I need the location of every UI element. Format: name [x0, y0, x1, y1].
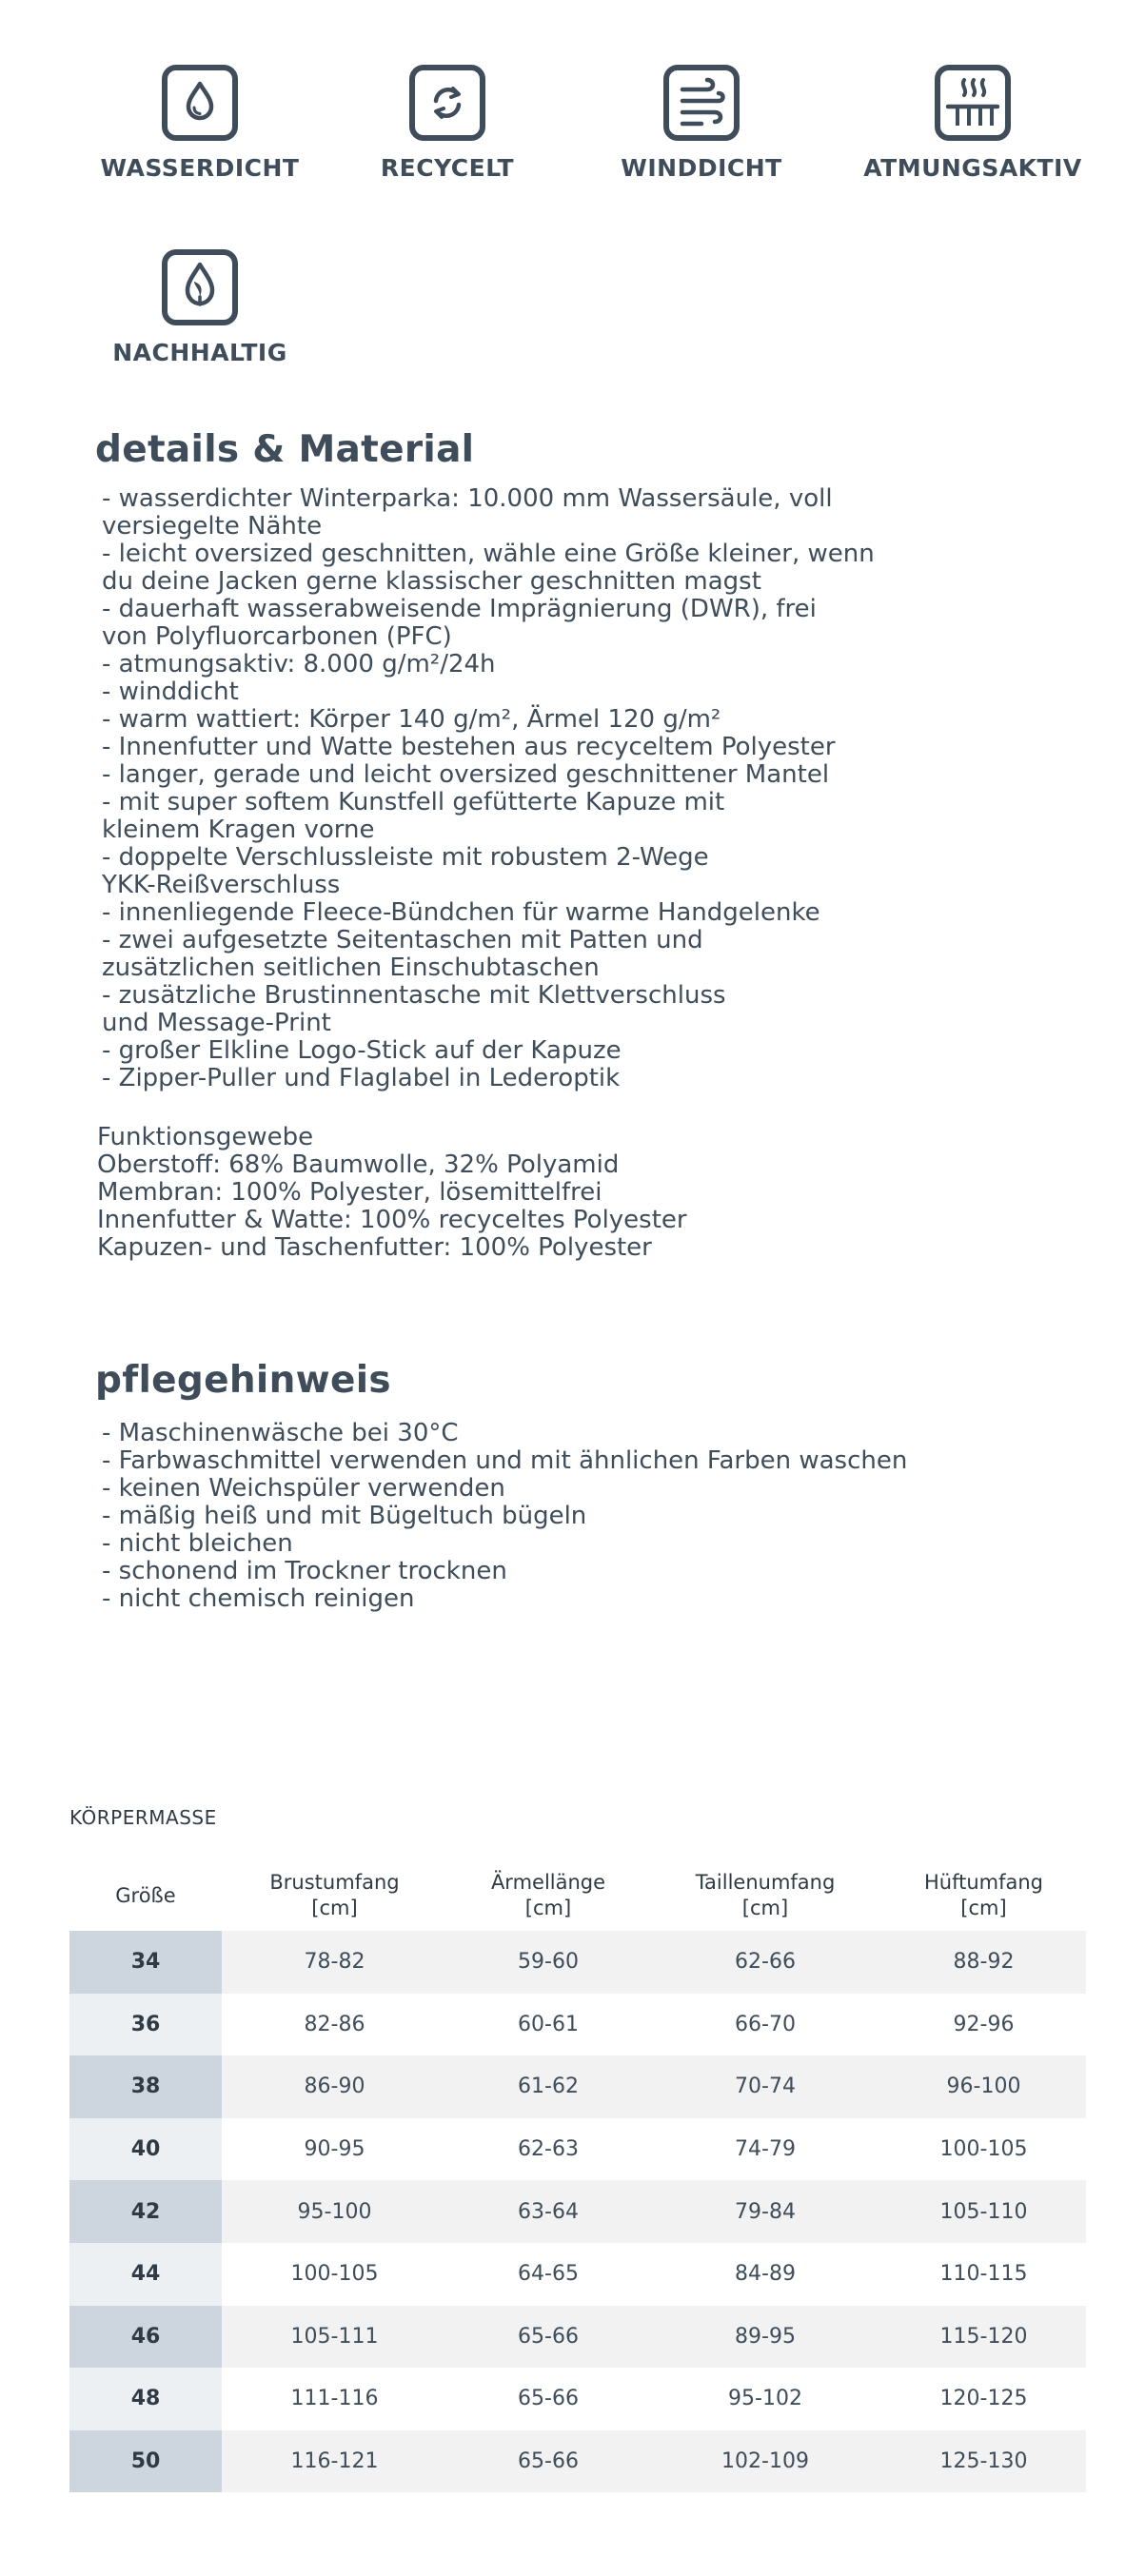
measurement-cell: 61-62: [447, 2055, 649, 2118]
measurement-cell: 65-66: [447, 2430, 649, 2493]
measurement-cell: 62-66: [649, 1931, 881, 1994]
measurement-cell: 120-125: [939, 2387, 1028, 2411]
table-row: [69, 2055, 1086, 2118]
measurement-cell: 59-60: [447, 1931, 649, 1994]
details-line: - langer, gerade und leicht oversized geschnittener Mantel: [102, 760, 830, 789]
measurement-cell: 79-84: [649, 2180, 881, 2243]
details-line: - atmungsaktiv: 8.000 g/m²/24h: [102, 650, 496, 678]
measurement-cell: 105-110: [881, 2180, 1086, 2243]
measurement-cell: 115-120: [881, 2306, 1086, 2369]
measurement-cell: 74-79: [735, 2137, 796, 2162]
details-line: - wasserdichter Winterparka: 10.000 mm Wassersäule, voll: [102, 484, 833, 513]
size-cell: 48: [69, 2368, 222, 2430]
details-line: - zwei aufgesetzte Seitentaschen mit Patten und: [102, 926, 703, 954]
table-row: [69, 1931, 1086, 1994]
size-cell: 46: [69, 2306, 222, 2369]
care-line: - mäßig heiß und mit Bügeltuch bügeln: [102, 1502, 587, 1530]
details-line: zusätzlichen seitlichen Einschubtaschen: [102, 954, 600, 982]
size-cell: 42: [69, 2180, 222, 2243]
fabric-line: Kapuzen- und Taschenfutter: 100% Polyester: [97, 1233, 652, 1262]
measurement-cell: 89-95: [649, 2306, 881, 2369]
details-line: von Polyfluorcarbonen (PFC): [102, 622, 452, 651]
header-text: Taillenumfang: [695, 1871, 836, 1894]
header-text: Ärmellänge: [490, 1871, 606, 1894]
measurement-cell: 110-115: [939, 2262, 1028, 2287]
feature-label: RECYCELT: [380, 154, 515, 182]
header-text: [cm]: [960, 1897, 1007, 1919]
measurement-cell: 88-92: [881, 1931, 1086, 1994]
fabric-line: Innenfutter & Watte: 100% recyceltes Polyester: [97, 1206, 687, 1234]
size-chart-table: [69, 1860, 1086, 2492]
care-list: [102, 1420, 1111, 1613]
header-text: Brustumfang: [269, 1871, 400, 1894]
measurement-cell: 105-111: [222, 2306, 447, 2369]
fabric-line: Funktionsgewebe: [97, 1123, 314, 1151]
measurement-cell: 92-96: [953, 2012, 1015, 2036]
details-line: du deine Jacken gerne klassischer geschnitten magst: [102, 567, 761, 596]
table-row: [69, 1994, 1086, 2056]
details-list: [102, 485, 1111, 1092]
details-line: - mit super softem Kunstfell gefütterte Kapuze mit: [102, 788, 725, 816]
details-line: - innenliegende Fleece-Bündchen für warme Handgelenke: [102, 898, 820, 927]
measurement-cell: 62-63: [518, 2137, 579, 2162]
measurement-cell: 102-109: [649, 2430, 881, 2493]
header-text: Hüftumfang: [923, 1871, 1044, 1894]
measurement-cell: 60-61: [518, 2012, 579, 2036]
table-row: [69, 2430, 1086, 2493]
fabric-line: Membran: 100% Polyester, lösemittelfrei: [97, 1178, 602, 1207]
measurement-cell: 125-130: [881, 2430, 1086, 2493]
measurement-cell: 66-70: [735, 2012, 796, 2036]
measurement-cell: 63-64: [447, 2180, 649, 2243]
size-chart-title: KÖRPERMASSE: [69, 1806, 217, 1829]
feature-label: WINDDICHT: [621, 154, 782, 182]
table-row: [69, 2180, 1086, 2243]
feature-windproof: [568, 63, 835, 182]
size-chart-header-cell: [69, 1860, 222, 1931]
measurement-cell: 95-100: [222, 2180, 447, 2243]
size-chart-header-cell: [222, 1860, 447, 1931]
measurement-cell: 70-74: [649, 2055, 881, 2118]
measurement-cell: 111-116: [290, 2387, 379, 2411]
feature-sustainable: [67, 247, 333, 366]
feature-label: NACHHALTIG: [112, 339, 287, 366]
details-line: - winddicht: [102, 678, 239, 706]
leaf-drop-icon: [160, 247, 240, 327]
details-title: details & Material: [95, 428, 475, 471]
measurement-cell: 100-105: [290, 2262, 379, 2287]
water-drop-icon: [160, 63, 240, 143]
details-line: - leicht oversized geschnitten, wähle eine Größe kleiner, wenn: [102, 540, 875, 568]
recycle-icon: [407, 63, 487, 143]
measurement-cell: 95-102: [728, 2387, 802, 2411]
details-line: - Zipper-Puller und Flaglabel in Lederoptik: [102, 1064, 621, 1092]
size-chart-header-row: [69, 1860, 1086, 1931]
measurement-cell: 116-121: [222, 2430, 447, 2493]
feature-recycled: [314, 63, 581, 182]
breathable-icon: [933, 63, 1013, 143]
care-title: pflegehinweis: [95, 1359, 391, 1402]
size-cell: 34: [69, 1931, 222, 1994]
feature-label: WASSERDICHT: [100, 154, 300, 182]
measurement-cell: 82-86: [304, 2012, 365, 2036]
details-line: - dauerhaft wasserabweisende Imprägnierung (DWR), frei: [102, 595, 817, 623]
details-line: und Message-Print: [102, 1009, 331, 1037]
measurement-cell: 90-95: [304, 2137, 365, 2162]
size-cell: 44: [69, 2243, 222, 2306]
details-line: - warm wattiert: Körper 140 g/m², Ärmel 120 g/m²: [102, 705, 721, 734]
measurement-cell: 86-90: [222, 2055, 447, 2118]
measurement-cell: 64-65: [518, 2262, 579, 2287]
feature-waterproof: [67, 63, 333, 182]
measurement-cell: 65-66: [518, 2387, 579, 2411]
feature-breathable: [839, 63, 1106, 182]
care-line: - keinen Weichspüler verwenden: [102, 1474, 505, 1503]
size-cell: 50: [69, 2430, 222, 2493]
fabric-line: Oberstoff: 68% Baumwolle, 32% Polyamid: [97, 1150, 620, 1179]
size-chart-header-cell: [447, 1860, 649, 1931]
header-text: [cm]: [311, 1897, 358, 1919]
details-line: YKK-Reißverschluss: [102, 871, 341, 899]
fabric-composition: [97, 1124, 687, 1262]
table-row: [69, 2243, 1086, 2306]
header-text: Größe: [115, 1883, 176, 1907]
header-text: [cm]: [741, 1897, 789, 1919]
measurement-cell: 84-89: [735, 2262, 796, 2287]
wind-icon: [661, 63, 741, 143]
feature-label: ATMUNGSAKTIV: [863, 154, 1082, 182]
details-line: - Innenfutter und Watte bestehen aus recyceltem Polyester: [102, 733, 836, 761]
table-row: [69, 2368, 1086, 2430]
details-line: - doppelte Verschlussleiste mit robustem 2-Wege: [102, 843, 709, 872]
size-chart-body: [69, 1931, 1086, 2492]
header-text: [cm]: [524, 1897, 572, 1919]
measurement-cell: 100-105: [939, 2137, 1028, 2162]
measurement-cell: 96-100: [881, 2055, 1086, 2118]
care-line: - Farbwaschmittel verwenden und mit ähnlichen Farben waschen: [102, 1446, 908, 1475]
details-line: - großer Elkline Logo-Stick auf der Kapuze: [102, 1036, 622, 1065]
size-chart-header-cell: [881, 1860, 1086, 1931]
table-row: [69, 2118, 1086, 2181]
measurement-cell: 78-82: [222, 1931, 447, 1994]
size-cell: 38: [69, 2055, 222, 2118]
care-line: - Maschinenwäsche bei 30°C: [102, 1419, 459, 1447]
measurement-cell: 65-66: [447, 2306, 649, 2369]
details-line: kleinem Kragen vorne: [102, 816, 375, 844]
care-line: - schonend im Trockner trocknen: [102, 1557, 507, 1585]
details-line: - zusätzliche Brustinnentasche mit Klettverschluss: [102, 981, 726, 1010]
details-line: versiegelte Nähte: [102, 512, 323, 541]
care-line: - nicht bleichen: [102, 1529, 293, 1558]
size-cell: 36: [69, 1994, 222, 2056]
size-cell: 40: [69, 2118, 222, 2181]
size-chart-header-cell: [649, 1860, 881, 1931]
care-line: - nicht chemisch reinigen: [102, 1584, 415, 1613]
table-row: [69, 2306, 1086, 2369]
